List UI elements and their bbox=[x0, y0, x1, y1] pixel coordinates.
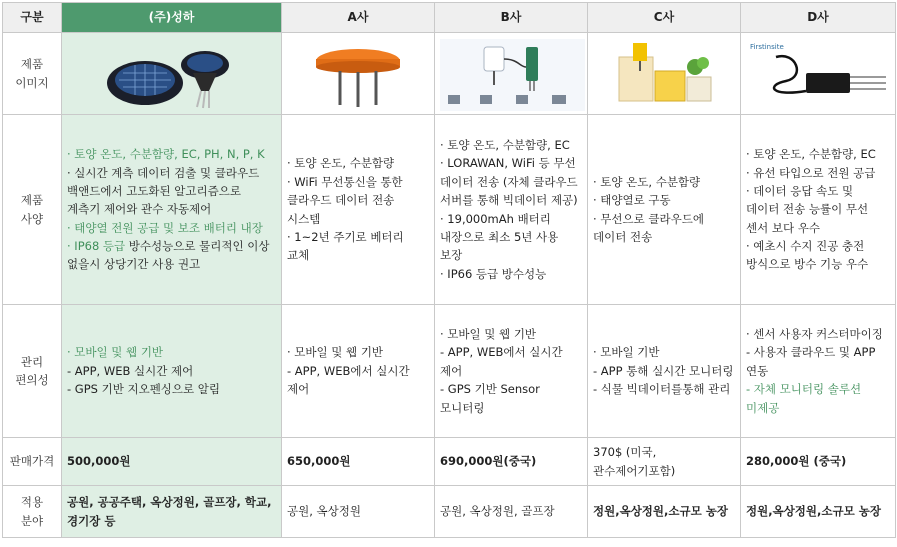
specs-item bbox=[287, 228, 429, 265]
manage-item-text: · 모바일 기반 bbox=[593, 345, 660, 360]
manage-item-text: · 센서 사용자 커스터마이징 bbox=[746, 327, 883, 342]
manage-item-text: - 식물 빅데이터를통해 관리 bbox=[593, 382, 731, 397]
manage-item bbox=[67, 362, 276, 380]
manage-item-text: - 자체 모니터링 솔루션 미제공 bbox=[746, 382, 862, 415]
solar-sensor-icon bbox=[97, 37, 247, 111]
header-company-d: D사 bbox=[741, 3, 896, 33]
company-b-product-image bbox=[435, 33, 588, 115]
specs-item bbox=[746, 237, 890, 274]
row-label-image-line2: 이미지 bbox=[15, 75, 49, 90]
specs-item-text: · IP68 등급 bbox=[67, 239, 126, 254]
company-d-spec-cell bbox=[741, 115, 896, 305]
manage-item-text: - APP, WEB에서 실시간 제어 bbox=[440, 345, 563, 378]
manage-item-text: - APP 통해 실시간 모니터링 bbox=[593, 363, 734, 378]
row-label-field: 적용 분야 bbox=[3, 486, 62, 538]
spec-row bbox=[3, 115, 896, 305]
company-d-manage-cell bbox=[741, 305, 896, 438]
specs-item bbox=[67, 237, 276, 274]
company-a-manage-cell bbox=[282, 305, 435, 438]
row-label-image bbox=[3, 33, 62, 115]
specs-item bbox=[67, 164, 276, 219]
company-a-price: 650,000원 bbox=[282, 438, 435, 486]
manage-item bbox=[67, 380, 276, 398]
manage-item bbox=[440, 380, 582, 417]
company-d-field: 정원,옥상정원,소규모 농장 bbox=[741, 486, 896, 538]
wired-probe-sensor-icon bbox=[746, 37, 891, 111]
specs-item bbox=[746, 145, 890, 163]
specs-item bbox=[440, 154, 582, 209]
company-b-field: 공원, 옥상정원, 골프장 bbox=[435, 486, 588, 538]
specs-item-text: · 토양 온도, 수분함량, EC, PH, N, P, K bbox=[67, 147, 265, 162]
row-label-price: 판매가격 bbox=[3, 438, 62, 486]
header-category: 구분 bbox=[3, 3, 62, 33]
specs-item-text: · LORAWAN, WiFi 등 무선 데이터 전송 (자체 클라우드 서버를 통해 빅데이터 제공) bbox=[440, 156, 578, 208]
specs-item-text: · 1~2년 주기로 베터리 교체 bbox=[287, 229, 404, 263]
specs-item bbox=[593, 210, 735, 247]
sungha-spec-cell bbox=[62, 115, 282, 305]
manage-row bbox=[3, 305, 896, 438]
manage-item bbox=[67, 343, 276, 361]
specs-item-text: · IP66 등급 방수성능 bbox=[440, 266, 547, 281]
manage-item bbox=[593, 380, 735, 398]
specs-item-text: · 토양 온도, 수분함량, EC bbox=[746, 147, 876, 162]
company-b-manage-cell bbox=[435, 305, 588, 438]
specs-item bbox=[287, 154, 429, 172]
manage-item bbox=[287, 362, 429, 399]
manage-item bbox=[746, 343, 890, 380]
company-c-product-image bbox=[588, 33, 741, 115]
company-d-product-image bbox=[741, 33, 896, 115]
row-label-manage-line1: 관리 bbox=[20, 354, 44, 369]
specs-item-text: · 토양 온도, 수분함량, EC bbox=[440, 137, 570, 152]
specs-item-text: · 토양 온도, 수분함량 bbox=[593, 174, 701, 189]
manage-item bbox=[593, 343, 735, 361]
company-a-spec-cell bbox=[282, 115, 435, 305]
manage-item-text: - 사용자 클라우드 및 APP 연동 bbox=[746, 345, 876, 378]
specs-item bbox=[593, 191, 735, 209]
sungha-product-image bbox=[62, 33, 282, 115]
company-c-field: 정원,옥상정원,소규모 농장 bbox=[588, 486, 741, 538]
sungha-field: 공원, 공공주택, 옥상정원, 골프장, 학교, 경기장 등 bbox=[62, 486, 282, 538]
specs-item-text: · 데이터 응답 속도 및 데이터 전송 능률이 무선 센서 보다 우수 bbox=[746, 183, 869, 235]
row-label-spec: 제품 사양 bbox=[3, 115, 62, 305]
specs-item bbox=[746, 164, 890, 182]
header-row bbox=[3, 3, 896, 33]
specs-item-text: · 예초시 수지 진공 충전 방식으로 방수 기능 우수 bbox=[746, 239, 869, 272]
d-image-brand-text: Firstinsite bbox=[750, 42, 784, 51]
manage-item bbox=[746, 380, 890, 417]
specs-item bbox=[593, 173, 735, 191]
manage-item-text: · 모바일 및 웹 기반 bbox=[287, 345, 384, 360]
company-a-product-image bbox=[282, 33, 435, 115]
specs-item-text: · 19,000mAh 배터리 내장으로 최소 5년 사용 보장 bbox=[440, 211, 559, 263]
manage-item-text: - APP, WEB에서 실시간 제어 bbox=[287, 363, 410, 397]
sungha-manage-cell bbox=[62, 305, 282, 438]
specs-item bbox=[440, 210, 582, 265]
specs-item-text: · 태양열로 구동 bbox=[593, 193, 671, 208]
field-row bbox=[3, 486, 896, 538]
company-a-field: 공원, 옥상정원 bbox=[282, 486, 435, 538]
company-c-manage-cell bbox=[588, 305, 741, 438]
manage-item-text: - APP, WEB 실시간 제어 bbox=[67, 363, 194, 378]
header-sungha: (주)성하 bbox=[62, 3, 282, 33]
company-d-price: 280,000원 (중국) bbox=[741, 438, 896, 486]
specs-item bbox=[440, 265, 582, 283]
header-company-a: A사 bbox=[282, 3, 435, 33]
specs-item-text: · 유선 타입으로 전원 공급 bbox=[746, 165, 876, 180]
header-company-b: B사 bbox=[435, 3, 588, 33]
manage-item bbox=[746, 325, 890, 343]
comparison-table bbox=[2, 2, 896, 538]
orange-probe-sensor-icon bbox=[303, 37, 413, 111]
specs-item-text: · 토양 온도, 수분함량 bbox=[287, 156, 395, 171]
manage-item-text: · 모바일 및 웹 기반 bbox=[67, 345, 164, 360]
company-b-price: 690,000원(중국) bbox=[435, 438, 588, 486]
wireless-sensor-kit-icon bbox=[440, 37, 585, 111]
sungha-price: 500,000원 bbox=[62, 438, 282, 486]
manage-item-text: - GPS 기반 지오펜싱으로 알림 bbox=[67, 382, 221, 397]
specs-item bbox=[440, 136, 582, 154]
image-row bbox=[3, 33, 896, 115]
row-label-image-line1: 제품 bbox=[20, 57, 44, 72]
specs-item bbox=[67, 219, 276, 237]
price-row bbox=[3, 438, 896, 486]
specs-item-text: · 실시간 계측 데이터 검출 및 클라우드 백앤드에서 고도화된 알고리즘으로 계측기 제어와 관수 자동제어 bbox=[67, 165, 260, 217]
manage-item-text: - GPS 기반 Sensor 모니터링 bbox=[440, 382, 540, 415]
specs-item-text: · WiFi 무선통신을 통한 클라우드 데이터 전송 시스템 bbox=[287, 174, 403, 226]
specs-item-text: · 태양열 전원 공급 및 보조 배터리 내장 bbox=[67, 220, 263, 235]
manage-item bbox=[287, 343, 429, 361]
company-c-spec-cell bbox=[588, 115, 741, 305]
manage-item bbox=[593, 362, 735, 380]
manage-item-text: · 모바일 및 웹 기반 bbox=[440, 327, 537, 342]
specs-item bbox=[746, 182, 890, 237]
specs-item-text: · 무선으로 클라우드에 데이터 전송 bbox=[593, 211, 704, 244]
manage-item bbox=[440, 325, 582, 343]
specs-item bbox=[67, 145, 276, 163]
header-company-c: C사 bbox=[588, 3, 741, 33]
manage-item bbox=[440, 343, 582, 380]
row-label-manage-line2: 편의성 bbox=[15, 373, 49, 387]
row-label-manage bbox=[3, 305, 62, 438]
specs-item bbox=[287, 173, 429, 228]
company-b-spec-cell bbox=[435, 115, 588, 305]
company-c-price: 370$ (미국, 관수제어기포함) bbox=[588, 438, 741, 486]
yellow-plant-sensor-icon bbox=[609, 37, 719, 111]
specs-item-rest-text: 방수성능으로 물리적인 이상 없을시 상당기간 사용 권고 bbox=[67, 239, 270, 272]
